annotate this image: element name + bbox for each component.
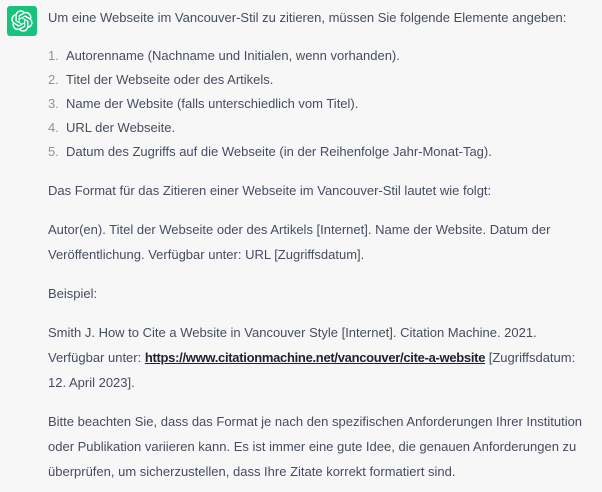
assistant-avatar: [7, 6, 37, 36]
openai-logo-icon: [11, 10, 33, 32]
list-item: [48, 116, 590, 140]
example-text-before-link: Smith J. How to Cite a Website in Vancouver Style [Internet]. Citation Machine. 2021. Verfügbar unter:: [48, 325, 537, 365]
message-content: [48, 5, 590, 484]
list-item-text: Titel der Webseite oder des Artikels.: [66, 72, 274, 87]
list-item-number: 1.: [48, 48, 59, 63]
format-template-paragraph: Autor(en). Titel der Webseite oder des Artikels [Internet]. Name der Website. Datum der Veröffentlichung. Verfügbar unter: URL [Zugriffsdatum].: [48, 222, 551, 262]
list-item-number: 5.: [48, 144, 59, 159]
citation-link[interactable]: https://www.citationmachine.net/vancouver/cite-a-website: [144, 350, 486, 365]
list-item-number: 2.: [48, 72, 59, 87]
list-item: [48, 92, 590, 116]
example-text-after-link: [Zugriffsdatum: 12. April 2023].: [48, 350, 576, 390]
format-intro-paragraph: Das Format für das Zitieren einer Webseite im Vancouver-Stil lautet wie folgt:: [48, 183, 492, 198]
list-item: [48, 140, 590, 164]
list-item: [48, 68, 590, 92]
intro-paragraph: Um eine Webseite im Vancouver-Stil zu zitieren, müssen Sie folgende Elemente angeben:: [48, 10, 567, 25]
list-item-number: 4.: [48, 120, 59, 135]
list-item: [48, 44, 590, 68]
list-item-text: URL der Webseite.: [66, 120, 176, 135]
list-item-text: Autorenname (Nachname und Initialen, wenn vorhanden).: [66, 48, 400, 63]
example-paragraph: [48, 320, 590, 395]
list-item-text: Name der Website (falls unterschiedlich vom Titel).: [66, 96, 359, 111]
example-label: Beispiel:: [48, 286, 98, 301]
note-paragraph: Bitte beachten Sie, dass das Format je nach den spezifischen Anforderungen Ihrer Institution oder Publikation variieren kann. Es ist immer eine gute Idee, die genauen Anforderungen zu überprüfen, um sicherzustellen, dass Ihre Zitate korrekt formatiert sind.: [48, 414, 583, 479]
list-item-number: 3.: [48, 96, 59, 111]
citation-elements-list: [48, 44, 590, 164]
list-item-text: Datum des Zugriffs auf die Webseite (in der Reihenfolge Jahr-Monat-Tag).: [66, 144, 492, 159]
